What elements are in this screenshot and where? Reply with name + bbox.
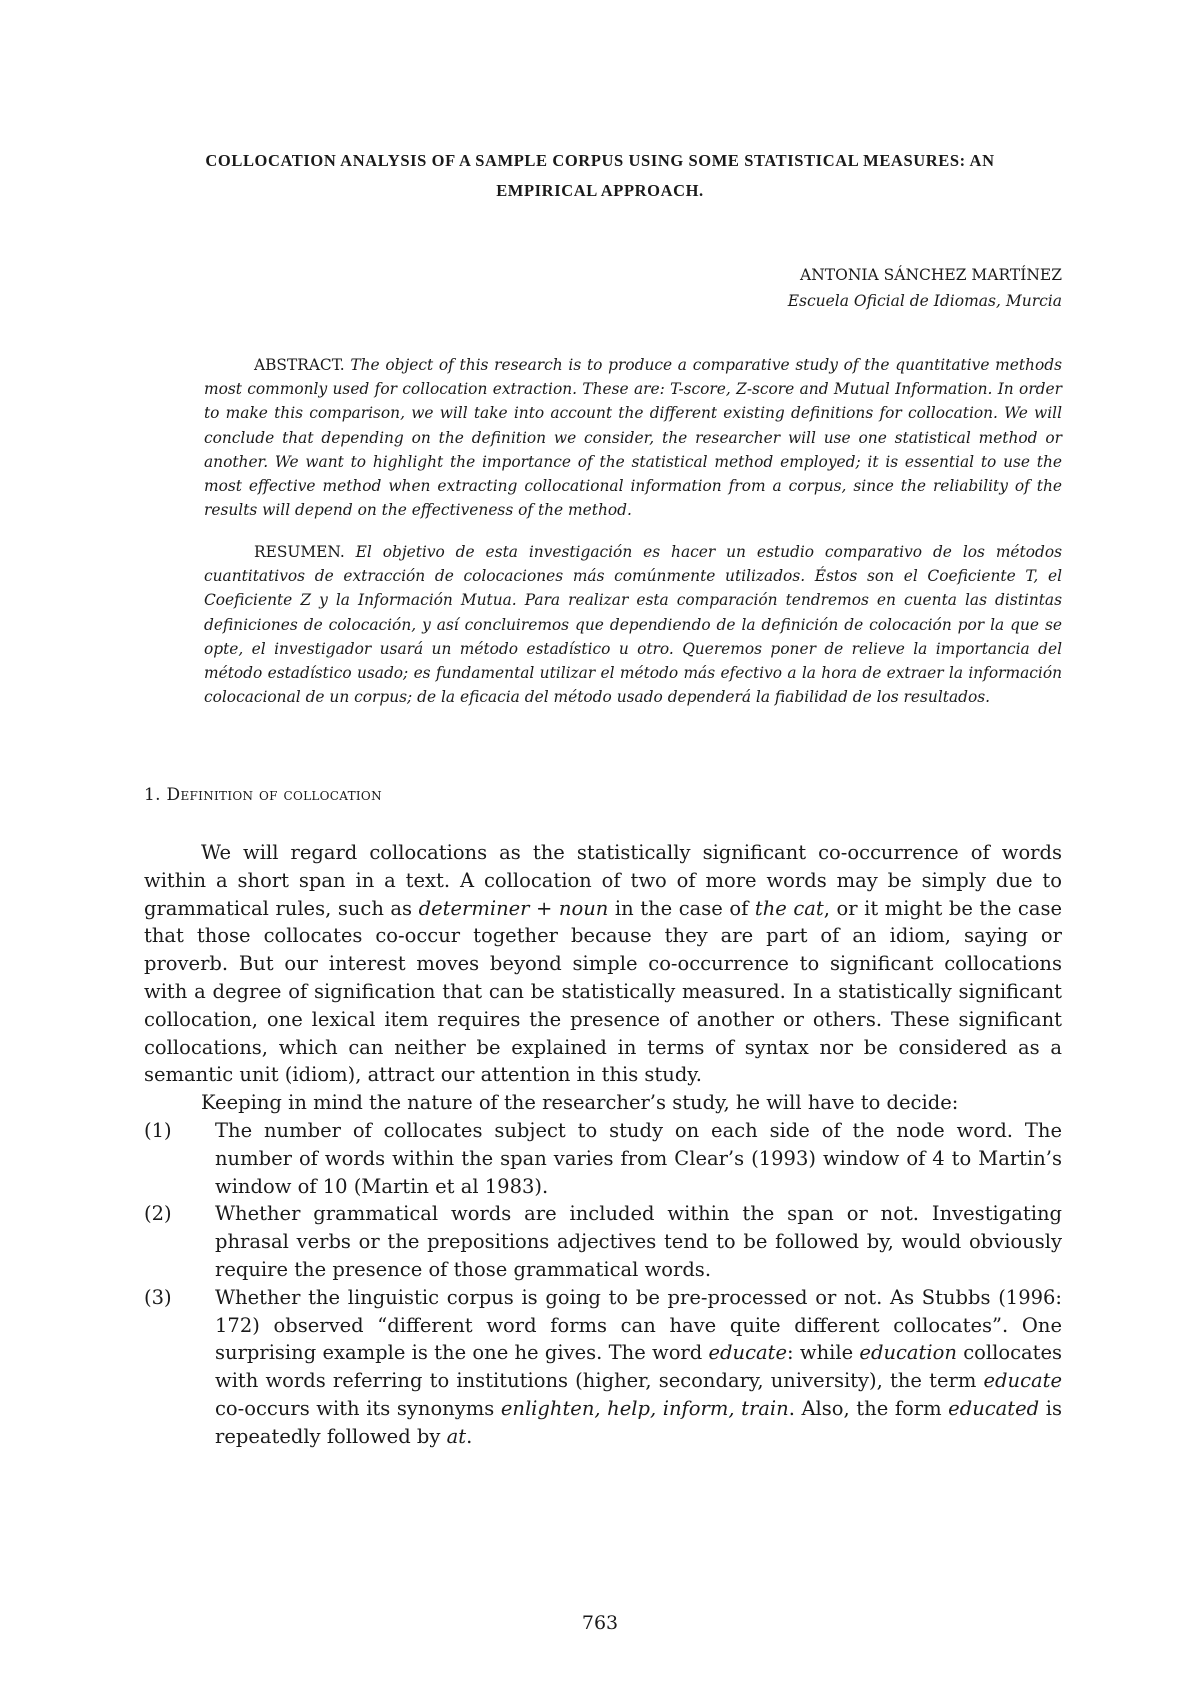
author-affiliation: Escuela Oficial de Idiomas, Murcia <box>787 292 1062 310</box>
title-line-2: EMPIRICAL APPROACH. <box>496 181 704 200</box>
list-item-text: Whether grammatical words are included within the span or not. Investigating phrasal verbs or the prepositions adjectives tend to be followed by, would obviously require the presence of those grammatical words. <box>215 1202 1062 1281</box>
item3-italic-1: educate <box>708 1341 788 1365</box>
author-name: ANTONIA SÁNCHEZ MARTÍNEZ <box>800 266 1062 284</box>
item3-text-5: . Also, the form <box>788 1396 949 1420</box>
title-line-1: COLLOCATION ANALYSIS OF A SAMPLE CORPUS USING SOME STATISTICAL MEASURES: AN <box>205 151 995 170</box>
item3-text-2: : while <box>787 1341 860 1365</box>
item3-text-7: . <box>466 1424 473 1448</box>
list-item <box>144 1284 1062 1451</box>
para1-italic-b: determiner + noun <box>418 896 609 920</box>
resumen-label: RESUMEN. <box>254 543 345 561</box>
item3-italic-5: educated <box>948 1396 1040 1420</box>
page-number: 763 <box>581 1612 619 1634</box>
item3-text-3: collocates with words referring to institutions (higher, secondary, university), the term <box>215 1341 1062 1393</box>
abstract <box>204 353 1062 522</box>
list-item-number: (1) <box>144 1119 172 1142</box>
list-item <box>144 1200 1062 1283</box>
paper-title <box>140 146 1060 206</box>
para2-text: Keeping in mind the nature of the researcher’s study, he will have to decide: <box>201 1091 959 1114</box>
section-title: Definition of collocation <box>166 785 382 805</box>
item3-text-4: co-occurs with its synonyms <box>215 1396 501 1420</box>
list-item-number: (2) <box>144 1202 172 1226</box>
item3-text-6: is repeatedly followed by <box>215 1396 1062 1448</box>
paragraph-2 <box>144 1089 1062 1117</box>
author-block <box>788 262 1062 314</box>
list-item-number: (3) <box>144 1285 172 1309</box>
item3-italic-6: at <box>446 1424 467 1448</box>
decision-list <box>144 1117 1062 1451</box>
para1-text-c: in the case of <box>608 896 755 920</box>
item3-italic-3: educate <box>983 1369 1062 1393</box>
para1-italic-d: the cat <box>754 896 824 920</box>
item3-italic-2: education <box>859 1341 957 1365</box>
para1-text-a: We will regard collocations as the statistically significant co-occurrence of words within a short span in a text. A collocation of two of more words may be simply due to grammatical rules, such as <box>144 841 1062 920</box>
section-number: 1. <box>144 785 161 805</box>
list-item <box>144 1117 1062 1200</box>
paragraph-1 <box>144 839 1062 1089</box>
list-item-text: The number of collocates subject to study on each side of the node word. The number of words within the span varies from Clear’s (1993) window of 4 to Martin’s window of 10 (Martin et al 1983). <box>215 1119 1062 1198</box>
abstract-text: The object of this research is to produce a comparative study of the quantitative methods most commonly used for collocation extraction. These are: T-score, Z-score and Mutual Information. In order to make this comparison, we will take into account the different existing definitions for collocation. We will conclude that depending on the definition we consider, the researcher will use one statistical method or another. We want to highlight the importance of the statistical method employed; it is essential to use the most effective method when extracting collocational information from a corpus, since the reliability of the results will depend on the effectiveness of the method. <box>204 356 1062 520</box>
resumen-text: El objetivo de esta investigación es hacer un estudio comparativo de los métodos cuantitativos de extracción de colocaciones más comúnmente utilizados. Éstos son el Coeficiente T, el Coeficiente Z y la Información Mutua. Para realizar esta comparación tendremos en cuenta las distintas definiciones de colocación, y así concluiremos que dependiendo de la definición de colocación por la que se opte, el investigador usará un método estadístico u otro. Queremos poner de relieve la importancia del método estadístico usado; es fundamental utilizar el método más efectivo a la hora de extraer la información colocacional de un corpus; de la eficacia del método usado dependerá la fiabilidad de los resultados. <box>204 543 1062 707</box>
resumen <box>204 540 1062 709</box>
item3-text-1: Whether the linguistic corpus is going to be pre-processed or not. As Stubbs (1996: 172) observed “different word forms can have quite different collocates”. One surprising example is the one he gives. The word <box>215 1285 1062 1365</box>
abstract-label: ABSTRACT. <box>254 356 345 374</box>
item3-italic-4: enlighten, help, inform, train <box>500 1396 789 1420</box>
list-item-text <box>215 1284 1062 1451</box>
para1-text-e: , or it might be the case that those collocates co-occur together because they are part of an idiom, saying or proverb. But our interest moves beyond simple co-occurrence to significant collocations with a degree of signification that can be statistically measured. In a statistically significant collocation, one lexical item requires the presence of another or others. These significant collocations, which can neither be explained in terms of syntax nor be considered as a semantic unit (idiom), attract our attention in this study. <box>144 896 1062 1087</box>
section-heading <box>144 785 382 805</box>
